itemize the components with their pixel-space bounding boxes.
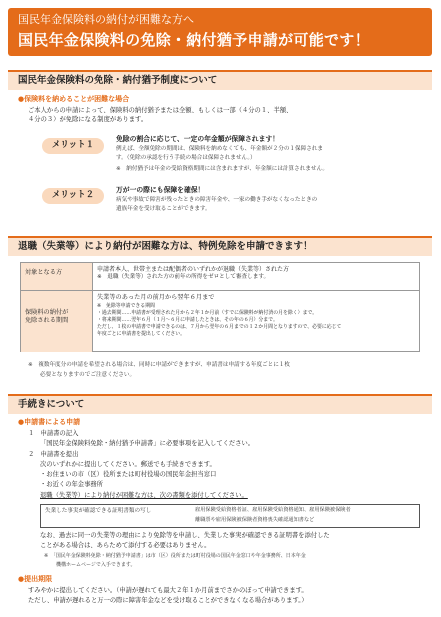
deadline-line-1: すみやかに提出してください。（申請が遅れても最大２年１か月前までさかのぼって申請できます。	[28, 587, 308, 594]
period-header-line-2: 免除される期間	[25, 317, 69, 325]
table-header-period	[21, 291, 93, 352]
attachment-instruction: 退職（失業等）により納付が困難な方は、次の書類を添付してください。	[40, 492, 248, 499]
table-row-target	[21, 263, 419, 291]
merit-2-line-1: 病気や事故で障害が残ったときの障害年金や、一家の働き手がなくなったときの	[116, 197, 318, 203]
step-1-desc: 「国民年金保険料免除・納付猶予申請書」に必要事項を記入してください。	[40, 440, 255, 447]
section-label-difficulty: ●保険料を納めることが困難な場合	[18, 95, 130, 103]
step-2-note-1: なお、過去に同一の失業等の理由により免除等を申請し、失業した事実が確認できる証明書を添付した	[40, 532, 330, 539]
merit-2-heading: 万が一の際にも保障を確保！	[116, 186, 205, 194]
multi-year-note-1: ※ 複数年度分の申請を希望される場合は、同時に申請ができますが、申請書は申請する年度ごとに１枚	[28, 362, 291, 368]
period-note-4: ただし、１枚の申請書で申請できるのは、７月から翌年の６月までの１２か月間となりますので、必要に応じて	[97, 324, 342, 331]
banner-subtitle: 国民年金保険料の納付が困難な方へ	[18, 13, 194, 26]
merit-2-line-2: 遺族年金を受け取ることができます。	[116, 206, 211, 212]
period-note-1: ※ 免除等申請できる期間	[97, 302, 155, 309]
multi-year-note-2: 必要となりますのでご注意ください。	[40, 372, 136, 378]
section-header-system: 国民年金保険料の免除・納付猶予制度について	[8, 70, 432, 90]
target-line-1: 申請者本人、世帯主または配偶者のいずれかが退職（失業等）された方	[97, 266, 290, 273]
step-2-office-1: ・お住まいの市（区）役所または町村役場の国民年金担当窓口	[40, 471, 217, 478]
merit-1-heading: 免除の割合に応じて、一定の年金額が保障されます！	[116, 135, 279, 143]
header-banner	[8, 8, 432, 56]
period-note-2: ・過去期間……申請書が受理された月から２年１か月前（すでに保険料が納付済の月を除く）まで。	[97, 310, 318, 317]
attachment-box	[40, 504, 420, 528]
table-cell-target	[97, 266, 415, 282]
step-2-office-2: ・お近くの年金事務所	[40, 481, 103, 488]
step-2-title: ２ 申請書を提出	[28, 451, 79, 458]
merit-1-line-1: 例えば、全額免除の期間は、保険料を納めなくても、年金額が２分の１保障されま	[116, 146, 323, 152]
attachment-right-2: 離職票や雇用保険被保険者資格喪失確認通知書など	[195, 517, 315, 523]
section-header-procedure: 手続きについて	[8, 394, 432, 414]
merit-2-badge: メリット２	[42, 188, 104, 204]
step-1-title: １ 申請書の記入	[28, 430, 79, 437]
table-row-period	[21, 291, 419, 352]
merit-1-badge: メリット１	[42, 138, 104, 154]
step-2-desc: 次のいずれかに提出してください。郵送でも手続きできます。	[40, 461, 216, 468]
form-availability-1: ※ 「国民年金保険料免除・納付猶予申請書」は市（区）役所または町村役場の国民年金窓口や年金事務所、日本年金	[44, 553, 306, 559]
intro-line-2: ４分の３）が免除になる制度があります。	[28, 116, 148, 123]
banner-title: 国民年金保険料の免除・納付猶予申請が可能です！	[18, 31, 370, 49]
section-label-application: ●申請書による申請	[18, 418, 81, 426]
table-header-target: 対象となる方	[21, 263, 93, 290]
table-cell-period	[97, 294, 415, 339]
merit-1-note: ※ 納付猶予は年金の受給資格期間には含まれますが、年金額には計算されません。	[116, 166, 328, 172]
form-availability-2: 機構ホームページで入手できます。	[56, 562, 136, 568]
period-note-5: 年度ごとに申請書を提出してください。	[97, 331, 186, 338]
period-header-line-1: 保険料の納付が	[25, 309, 69, 316]
attachment-left: 失業した事実が確認できる証明書類の写し	[45, 508, 152, 514]
section-header-retirement: 退職（失業等）により納付が困難な方は、特例免除を申請できます！	[8, 236, 432, 256]
intro-line-1: ご本人からの申請によって、保険料の納付猶予または全額、もしくは一部（４分の１、半額、	[28, 107, 293, 114]
target-line-2: ※ 退職（失業等）された方の前年の所得をゼロとして審査します。	[97, 274, 270, 281]
step-2-note-2: ことがある場合は、あらためて添付する必要はありません。	[40, 542, 211, 549]
exemption-table	[20, 262, 420, 352]
attachment-right-1: 雇用保険受給資格者証、雇用保険受給資格通知、雇用保険被保険者	[195, 507, 351, 513]
deadline-line-2: ただし、申請が遅れると万一の際に障害年金などを受け取ることができなくなる場合があります。）	[28, 597, 308, 604]
period-note-3: ・将来期間……翌年６月（１月〜６月に申請したときは、その年の６月）分まで。	[97, 317, 278, 324]
section-label-deadline: ●提出期限	[18, 575, 53, 583]
period-head: 失業等のあった月の前月から翌年６月まで	[97, 294, 215, 301]
merit-1-line-2: す。（免除の承認を行う手続の場合は保障されません。）	[116, 155, 256, 161]
